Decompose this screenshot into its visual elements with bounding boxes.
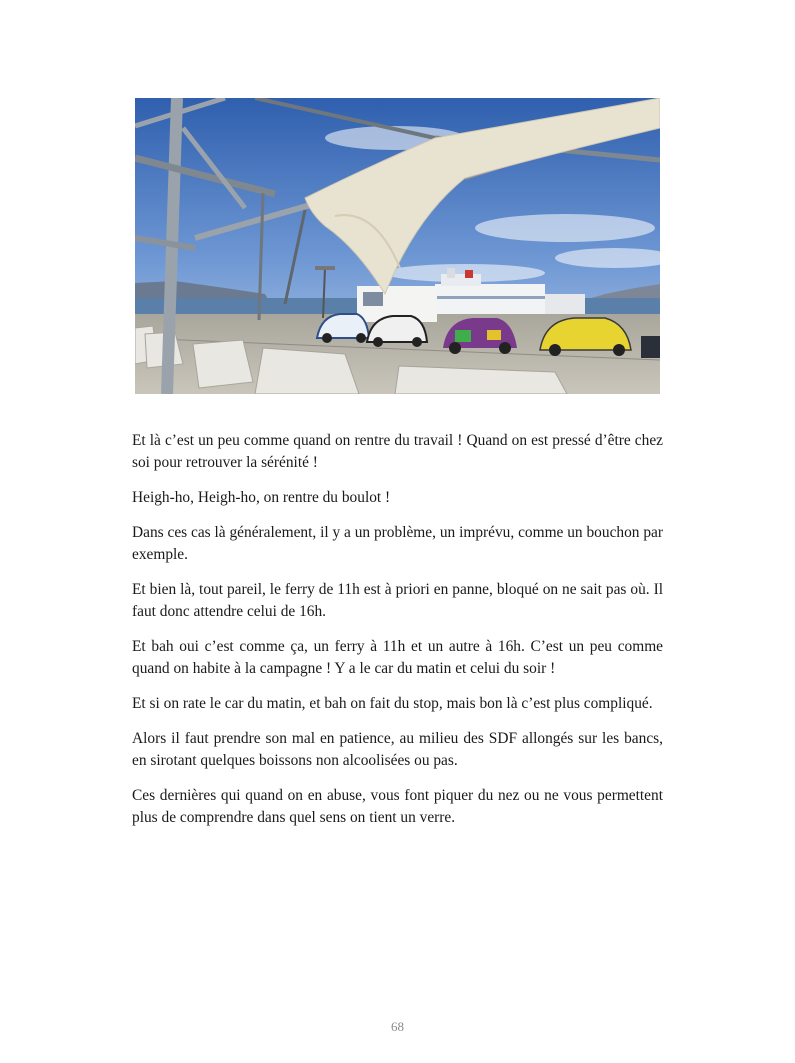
page-number: 68 — [391, 1019, 404, 1034]
paragraph-7: Alors il faut prendre son mal en patience, au milieu des SDF allongés sur les bancs, en sirotant quelques boissons non alcoolisées ou pas. — [132, 730, 663, 769]
paragraph-4: Et bien là, tout pareil, le ferry de 11h est à priori en panne, bloqué on ne sait pas où. Il faut donc attendre celui de 16h. — [132, 581, 663, 620]
paragraph-1: Et là c’est un peu comme quand on rentre du travail ! Quand on est pressé d’être chez soi pour retrouver la sérénité ! — [132, 432, 663, 471]
body-text — [132, 430, 663, 842]
paragraph-3: Dans ces cas là généralement, il y a un problème, un imprévu, comme un bouchon par exemple. — [132, 524, 663, 563]
paragraph-5: Et bah oui c’est comme ça, un ferry à 11h et un autre à 16h. C’est un peu comme quand on habite à la campagne ! Y a le car du matin et celui du soir ! — [132, 638, 663, 677]
port-scene-image — [135, 98, 660, 394]
paragraph-2: Heigh-ho, Heigh-ho, on rentre du boulot ! — [132, 489, 391, 506]
paragraph-8: Ces dernières qui quand on en abuse, vous font piquer du nez ou ne vous permettent plus de comprendre dans quel sens on tient un verre. — [132, 787, 663, 826]
paragraph-6: Et si on rate le car du matin, et bah on fait du stop, mais bon là c’est plus compliqué. — [132, 695, 653, 712]
page-photo — [135, 98, 660, 394]
